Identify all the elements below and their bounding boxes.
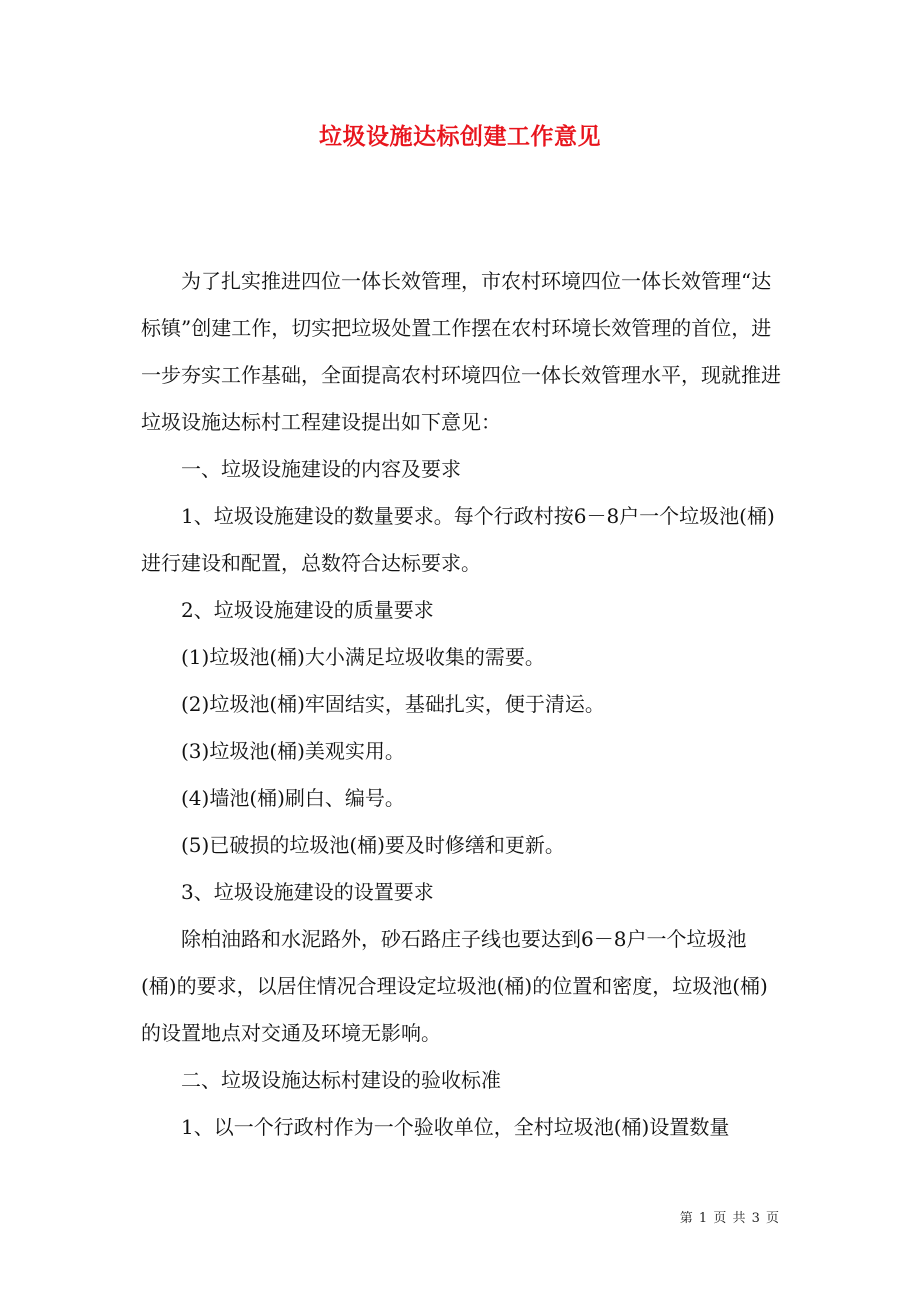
paragraph-quantity-requirement: 1、垃圾设施建设的数量要求。每个行政村按6－8户一个垃圾池(桶)进行建设和配置，总数符合达标要求。 (141, 504, 775, 575)
paragraph-acceptance-unit: 1、以一个行政村作为一个验收单位，全村垃圾池(桶)设置数量 (181, 1115, 730, 1139)
document-body (141, 258, 781, 1151)
list-item: (5)已破损的垃圾池(桶)要及时修缮和更新。 (181, 833, 565, 857)
document-title: 垃圾设施达标创建工作意见 (319, 123, 601, 150)
list-item: (2)垃圾池(桶)牢固结实，基础扎实，便于清运。 (181, 692, 605, 716)
subheading-quality-requirement: 2、垃圾设施建设的质量要求 (181, 598, 434, 622)
paragraph-placement-details: 除柏油路和水泥路外，砂石路庄子线也要达到6－8户一个垃圾池(桶)的要求，以居住情况合理设定垃圾池(桶)的位置和密度，垃圾池(桶)的设置地点对交通及环境无影响。 (141, 927, 768, 1045)
section-heading-2: 二、垃圾设施达标村建设的验收标准 (181, 1068, 501, 1092)
paragraph-intro: 为了扎实推进四位一体长效管理，市农村环境四位一体长效管理“达标镇”创建工作，切实把垃圾处置工作摆在农村环境长效管理的首位，进一步夯实工作基础，全面提高农村环境四位一体长效管理水平，现就推进垃圾设施达标村工程建设提出如下意见： (141, 269, 781, 434)
list-item: (4)墙池(桶)刷白、编号。 (181, 786, 405, 810)
section-heading-1: 一、垃圾设施建设的内容及要求 (181, 457, 461, 481)
page-number: 第 1 页 共 3 页 (679, 1211, 780, 1226)
subheading-placement-requirement: 3、垃圾设施建设的设置要求 (181, 880, 434, 904)
list-item: (1)垃圾池(桶)大小满足垃圾收集的需要。 (181, 645, 545, 669)
list-item: (3)垃圾池(桶)美观实用。 (181, 739, 405, 763)
